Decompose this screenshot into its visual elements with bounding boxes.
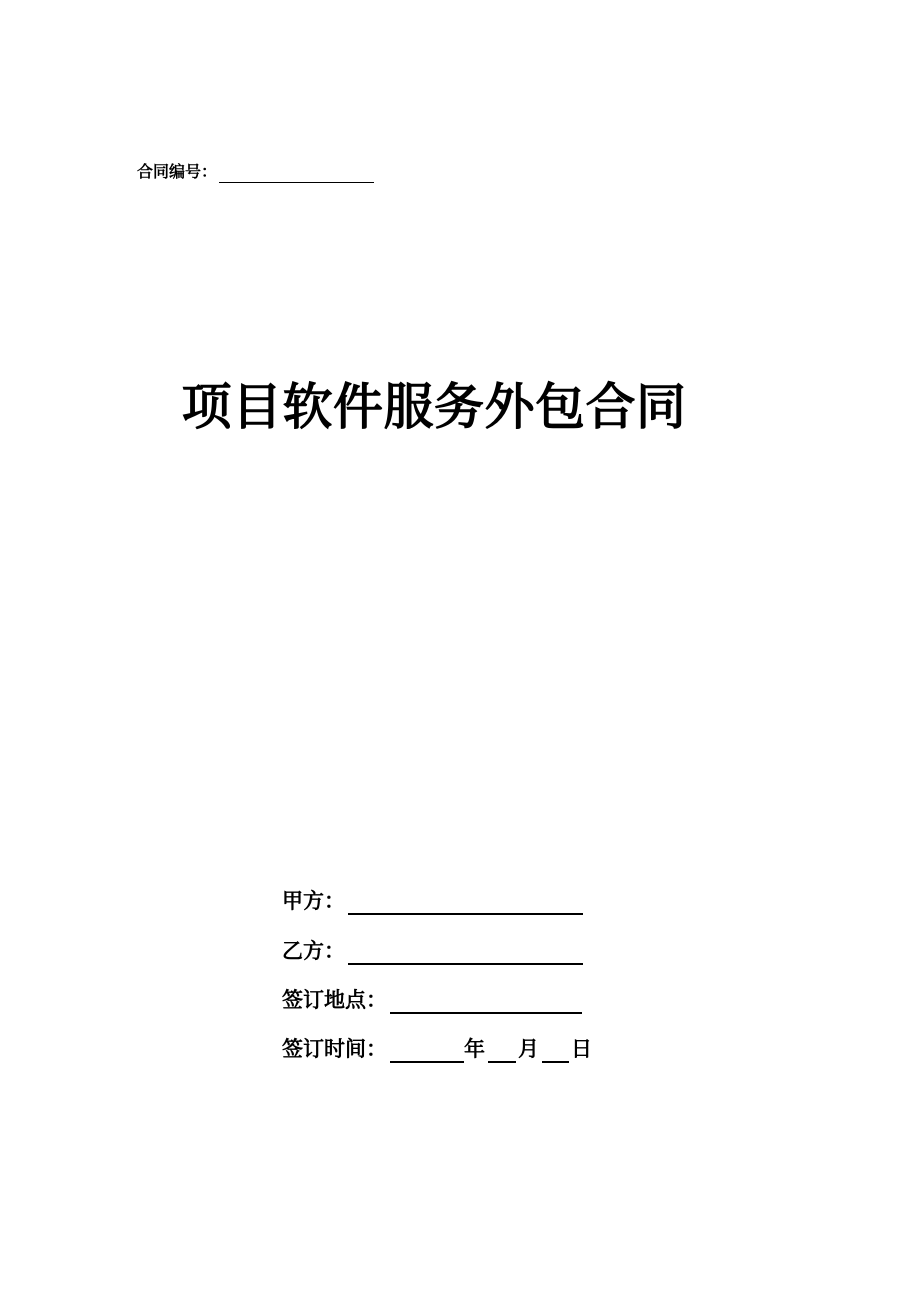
party-a-blank (348, 889, 583, 915)
sign-date-day-blank (542, 1037, 569, 1063)
sign-date-label: 签订时间： (282, 1038, 387, 1061)
sign-date-row (282, 1037, 592, 1063)
sign-date-month-unit: 月 (518, 1038, 539, 1061)
party-b-row (282, 939, 583, 965)
contract-number-label: 合同编号： (137, 164, 218, 181)
party-b-label: 乙方： (282, 940, 345, 963)
sign-date-day-unit: 日 (571, 1038, 592, 1061)
party-a-row (282, 889, 583, 915)
sign-date-month-blank (488, 1037, 516, 1063)
document-title: 项目软件服务外包合同 (181, 379, 687, 435)
sign-date-year-unit: 年 (464, 1038, 485, 1061)
contract-number-row (137, 162, 374, 183)
sign-place-blank (390, 988, 582, 1014)
contract-number-blank (219, 162, 374, 183)
sign-date-year-blank (390, 1037, 464, 1063)
party-b-blank (348, 939, 583, 965)
party-a-label: 甲方： (282, 890, 345, 913)
sign-place-label: 签订地点： (282, 989, 387, 1012)
sign-place-row (282, 988, 582, 1014)
